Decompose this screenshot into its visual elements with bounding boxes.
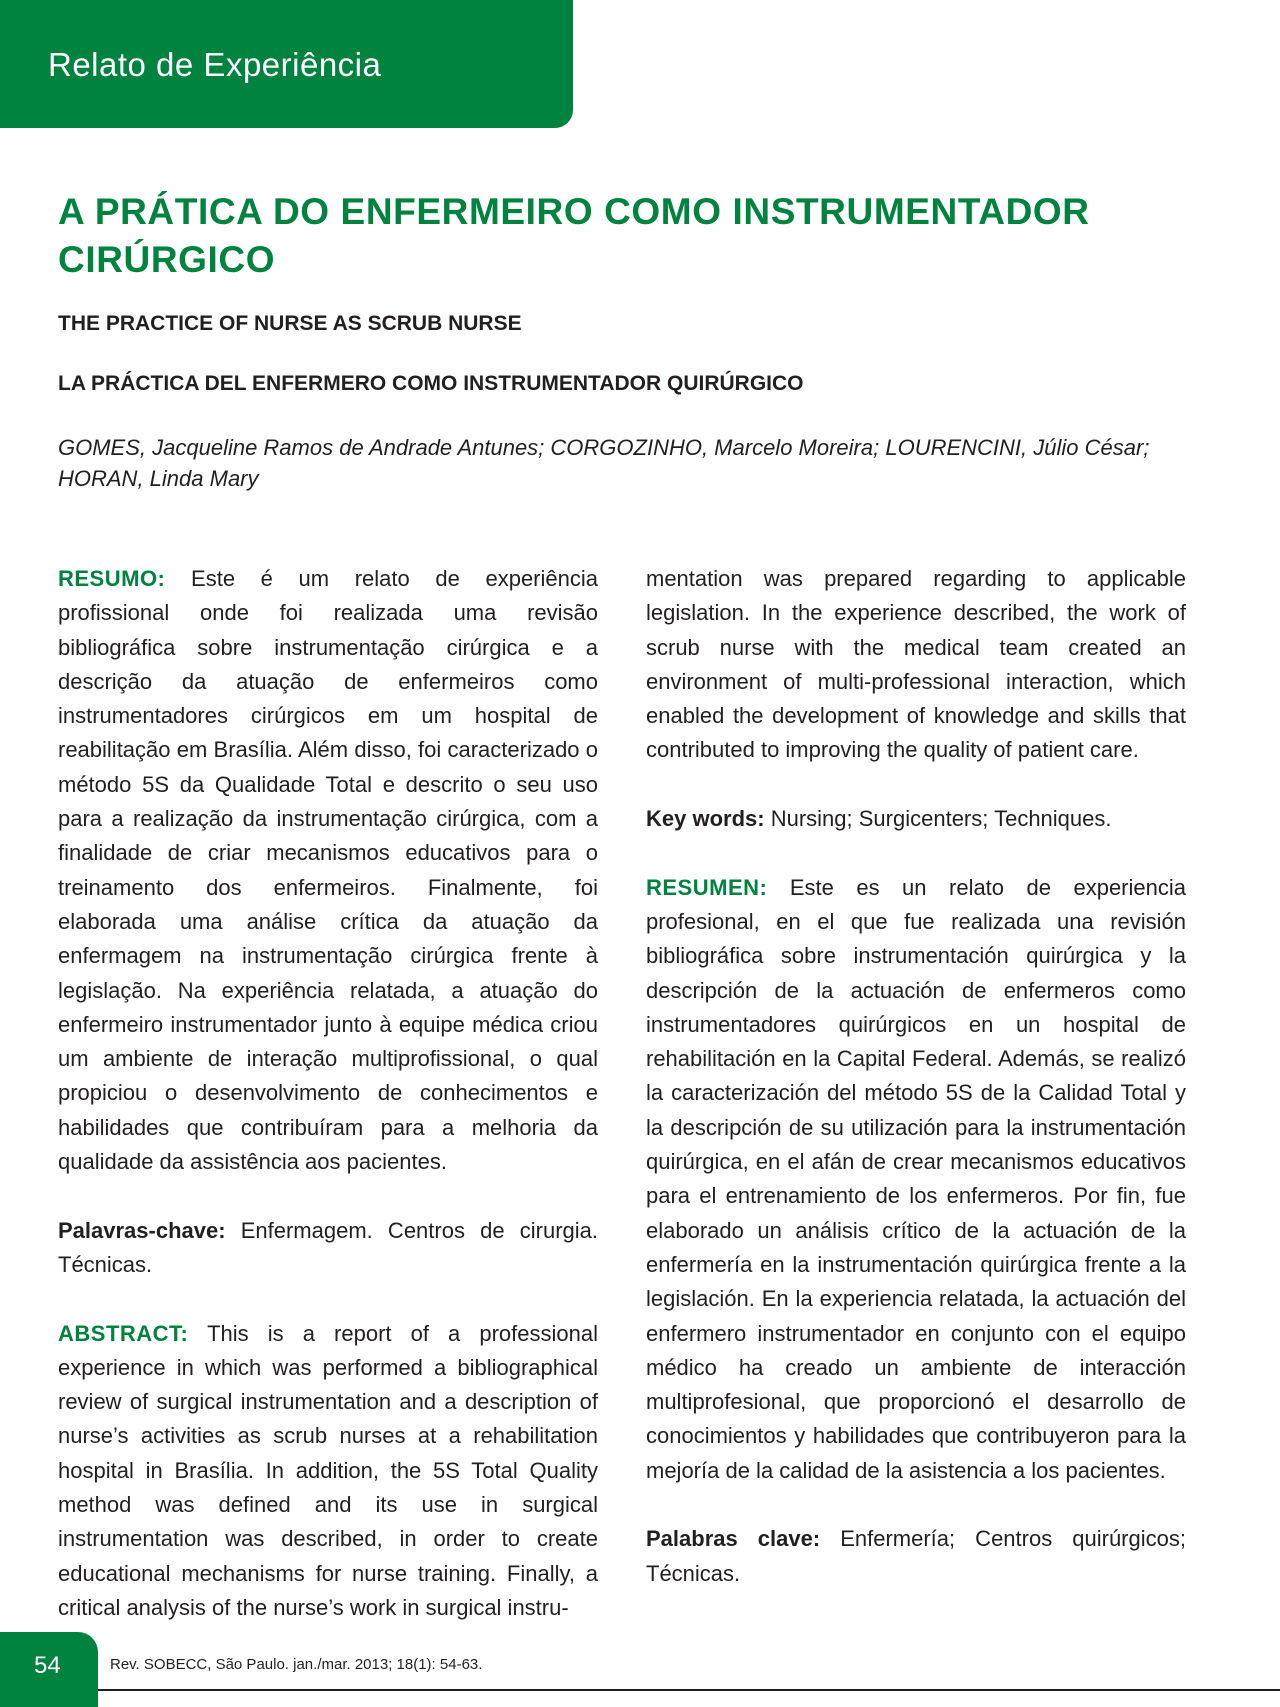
- resumo-paragraph: [58, 562, 598, 1179]
- resumo-text: Este é um relato de experiência profissional onde foi realizada uma revisão bibliográfica sobre instrumentação cirúrgica e a descrição da atuação de enfermeiros como instrumentadores cirúrgicos em um hospital de reabilitação em Brasília. Além disso, foi caracterizado o método 5S da Qualidade Total e descrito o seu uso para a realização da instrumentação cirúrgica, com a finalidade de criar mecanismos educativos para o treinamento dos enfermeiros. Finalmente, foi elaborada uma análise crítica da atuação da enfermagem na instrumentação cirúrgica frente à legislação. Na experiência relatada, a atuação do enfermeiro instrumentador junto à equipe médica criou um ambiente de interação multiprofissional, o qual propiciou o desenvolvimento de conhecimentos e habilidades que contribuíram para a melhoria da qualidade da assistência aos pacientes.: [58, 566, 598, 1175]
- section-tab: [0, 0, 573, 128]
- palavras-chave: [58, 1214, 598, 1283]
- key-words: [646, 802, 1186, 836]
- title-english: THE PRACTICE OF NURSE AS SCRUB NURSE: [58, 312, 522, 335]
- abstract-continuation: [646, 562, 1186, 768]
- article-title: A PRÁTICA DO ENFERMEIRO COMO INSTRUMENTADOR CIRÚRGICO: [58, 191, 1090, 280]
- key-words-text: Nursing; Surgicenters; Techniques.: [770, 806, 1112, 832]
- key-words-label: Key words:: [646, 806, 765, 832]
- palabras-clave-text: Enfermería; Centros quirúrgicos; Técnicas.: [646, 1526, 1186, 1586]
- resumen-label: RESUMEN:: [646, 874, 768, 900]
- palavras-chave-text: Enfermagem. Centros de cirurgia. Técnicas.: [58, 1217, 598, 1277]
- journal-citation: Rev. SOBECC, São Paulo. jan./mar. 2013; 18(1): 54-63.: [110, 1656, 483, 1673]
- resumen-text: Este es un relato de experiencia profesional, en el que fue realizada una revisión bibliográfica sobre instrumentación quirúrgica y la descripción de la actuación de enfermeros como instrumentadores quirúrgicos en un hospital de rehabilitación en la Capital Federal. Además, se realizó la caracterización del método 5S de la Calidad Total y la descripción de su utilización para la instrumentación quirúrgica, en el afán de crear mecanismos educativos para el entrenamiento de los enfermeros. Por fin, fue elaborado un análisis crítico de la actuación de la enfermería en la instrumentación quirúrgica frente a la legislación. En la experiencia relatada, la actuación del enfermero instrumentador en conjunto con el equipo médico ha creado un ambiente de interacción multiprofesional, que proporcionó el desarrollo de conocimientos y habilidades que contribuyeron para la mejoría de la calidad de la asistencia a los pacientes.: [646, 874, 1186, 1483]
- page-number: 54: [34, 1652, 61, 1679]
- right-column: [646, 562, 1186, 1625]
- abstract-paragraph: [58, 1317, 598, 1626]
- section-label: Relato de Experiência: [48, 46, 382, 83]
- footer-divider: [98, 1689, 1280, 1691]
- abstract-label: ABSTRACT:: [58, 1320, 189, 1346]
- abstract-text-part1: This is a report of a professional experience in which was performed a bibliographical review of surgical instrumentation and a description of nurse’s activities as scrub nurses at a rehabilitation hospital in Brasília. In addition, the 5S Total Quality method was defined and its use in surgical instrumentation was described, in order to create educational mechanisms for nurse training. Finally, a critical analysis of the nurse’s work in surgical instru-: [58, 1320, 598, 1620]
- title-spanish: LA PRÁCTICA DEL ENFERMERO COMO INSTRUMENTADOR QUIRÚRGICO: [58, 372, 804, 395]
- left-column: [58, 562, 598, 1660]
- palabras-clave: [646, 1522, 1186, 1591]
- resumen-paragraph: [646, 871, 1186, 1488]
- authors: GOMES, Jacqueline Ramos de Andrade Antunes; CORGOZINHO, Marcelo Moreira; LOURENCINI, Júlio César; HORAN, Linda Mary: [58, 435, 1150, 491]
- resumo-label: RESUMO:: [58, 566, 166, 591]
- palavras-chave-label: Palavras-chave:: [58, 1217, 226, 1243]
- abstract-text-part2: mentation was prepared regarding to applicable legislation. In the experience described, the work of scrub nurse with the medical team created an environment of multi-professional interaction, which enabled the development of knowledge and skills that contributed to improving the quality of patient care.: [646, 566, 1186, 763]
- palabras-clave-label: Palabras clave:: [646, 1526, 821, 1552]
